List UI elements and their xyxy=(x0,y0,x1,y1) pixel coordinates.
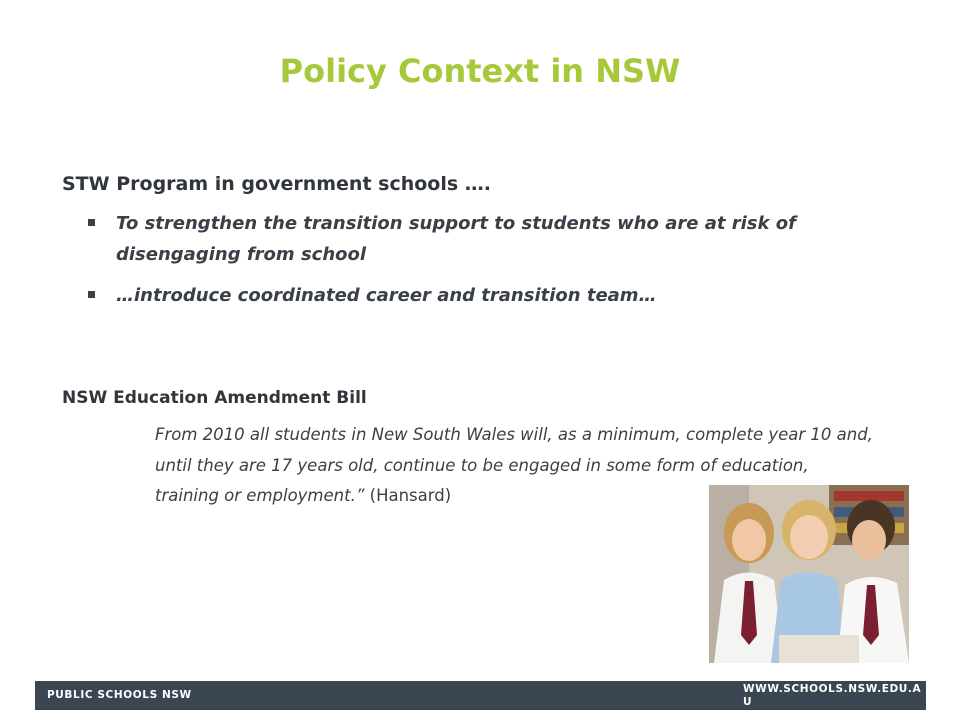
bullet-text: To strengthen the transition support to students who are at risk of disengaging from school xyxy=(116,213,796,265)
slide-title: Policy Context in NSW xyxy=(279,52,681,90)
footer-bar xyxy=(35,681,926,710)
students-photo-illustration xyxy=(709,485,909,663)
quote-text: From 2010 all students in New South Wales will, as a minimum, complete year 10 and, until they are 17 years old, continue to be engaged in some form of education, training or employment.” xyxy=(155,425,873,505)
students-photo xyxy=(709,485,909,663)
section-heading-stw: STW Program in government schools …. xyxy=(62,173,492,195)
bullet-item xyxy=(88,208,878,270)
square-bullet-icon xyxy=(88,291,95,298)
bullet-item xyxy=(88,280,878,311)
section-heading-bill: NSW Education Amendment Bill xyxy=(62,388,367,408)
square-bullet-icon xyxy=(88,219,95,226)
quote-source: (Hansard) xyxy=(364,486,452,505)
bullet-text: …introduce coordinated career and transition team… xyxy=(116,285,657,306)
footer-brand: PUBLIC SCHOOLS NSW xyxy=(47,689,192,701)
footer-website-link[interactable]: WWW.SCHOOLS.NSW.EDU.AU xyxy=(743,683,922,708)
